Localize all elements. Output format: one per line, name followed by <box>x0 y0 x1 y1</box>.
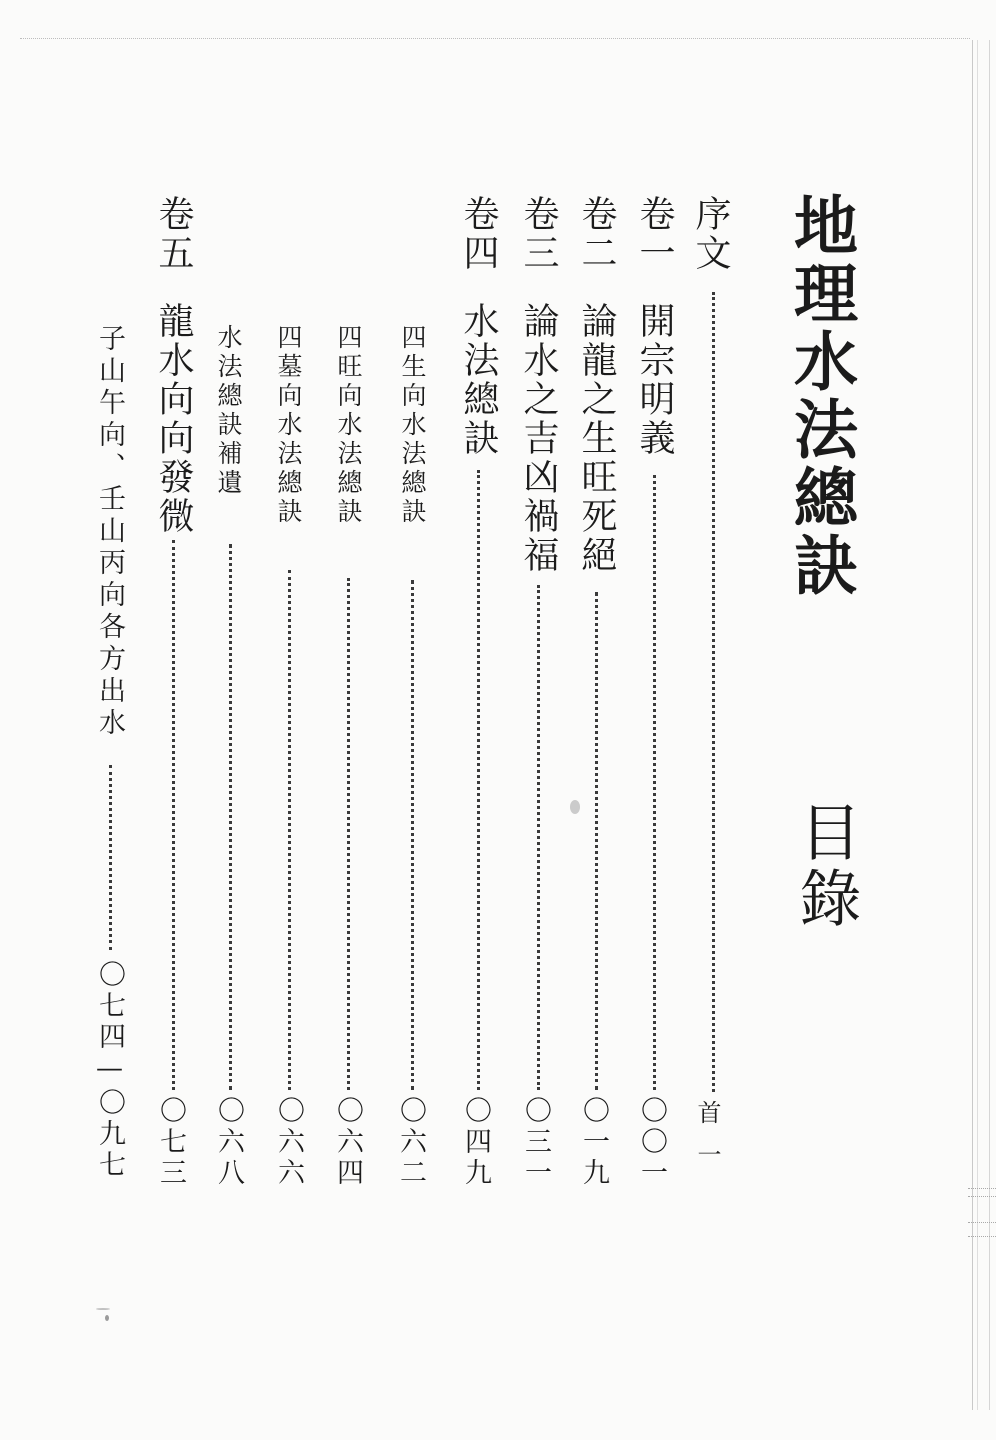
toc-entry-label: 卷三 <box>518 195 559 273</box>
scan-noise-mark <box>968 1236 996 1237</box>
toc-entry-label: 序文 <box>690 195 731 273</box>
toc-leader-dots <box>595 592 598 1090</box>
toc-entry-title: 龍水向向發微 <box>153 302 194 536</box>
toc-entry-page: 〇七三 <box>155 1096 186 1189</box>
toc-entry-page: 〇一九 <box>578 1096 609 1189</box>
toc-entry-label: 卷一 <box>634 195 675 273</box>
toc-leader-dots <box>347 578 350 1090</box>
scan-noise-top <box>20 38 970 39</box>
toc-leader-dots <box>288 570 291 1090</box>
toc-entry-label: 卷四 <box>458 195 499 273</box>
toc-entry-page: 〇〇一 <box>636 1096 667 1189</box>
toc-entry-page: 〇六四 <box>332 1096 363 1189</box>
toc-entry-page: 〇六二 <box>395 1096 426 1189</box>
toc-entry-title: 四生向水法總訣 <box>398 324 427 527</box>
toc-leader-dots <box>109 765 112 950</box>
toc-leader-dots <box>653 475 656 1090</box>
scan-speck <box>570 800 580 814</box>
toc-entry-title: 水法總訣補遺 <box>214 324 243 498</box>
toc-entry-page: 〇六八 <box>213 1096 244 1189</box>
toc-heading: 目錄 <box>789 800 862 932</box>
toc-leader-dots <box>229 544 232 1090</box>
toc-entry-page: 〇三一 <box>520 1096 551 1189</box>
toc-leader-dots <box>172 540 175 1090</box>
toc-entry-title: 水法總訣 <box>458 302 499 458</box>
scan-speck <box>96 1308 110 1310</box>
toc-entry-title: 論龍之生旺死絕 <box>576 302 617 575</box>
book-title: 地理水法總訣 <box>783 192 857 600</box>
toc-entry-title: 開宗明義 <box>634 302 675 458</box>
toc-entry-title: 論水之吉凶禍福 <box>518 302 559 575</box>
toc-leader-dots <box>712 292 715 1092</box>
scan-noise-mark <box>968 1222 996 1223</box>
toc-entry-page: 首一 <box>693 1100 721 1184</box>
toc-leader-dots <box>477 470 480 1090</box>
toc-leader-dots <box>411 580 414 1090</box>
toc-entry-page: 〇七四—〇九七 <box>94 960 125 1181</box>
toc-entry-page: 〇六六 <box>273 1096 304 1189</box>
scan-page-edge-outer <box>989 40 990 1410</box>
toc-entry-title: 四墓向水法總訣 <box>274 324 303 527</box>
toc-entry-page: 〇四九 <box>460 1096 491 1189</box>
toc-entry-title: 子山午向、壬山丙向各方出水 <box>94 324 125 740</box>
toc-entry-label: 卷二 <box>576 195 617 273</box>
scan-page-edge <box>972 40 978 1410</box>
toc-leader-dots <box>537 585 540 1090</box>
scan-speck <box>105 1315 109 1321</box>
scan-noise-mark <box>968 1188 996 1189</box>
scan-noise-mark <box>968 1196 996 1197</box>
toc-entry-title: 四旺向水法總訣 <box>334 324 363 527</box>
toc-entry-label: 卷五 <box>153 195 194 273</box>
